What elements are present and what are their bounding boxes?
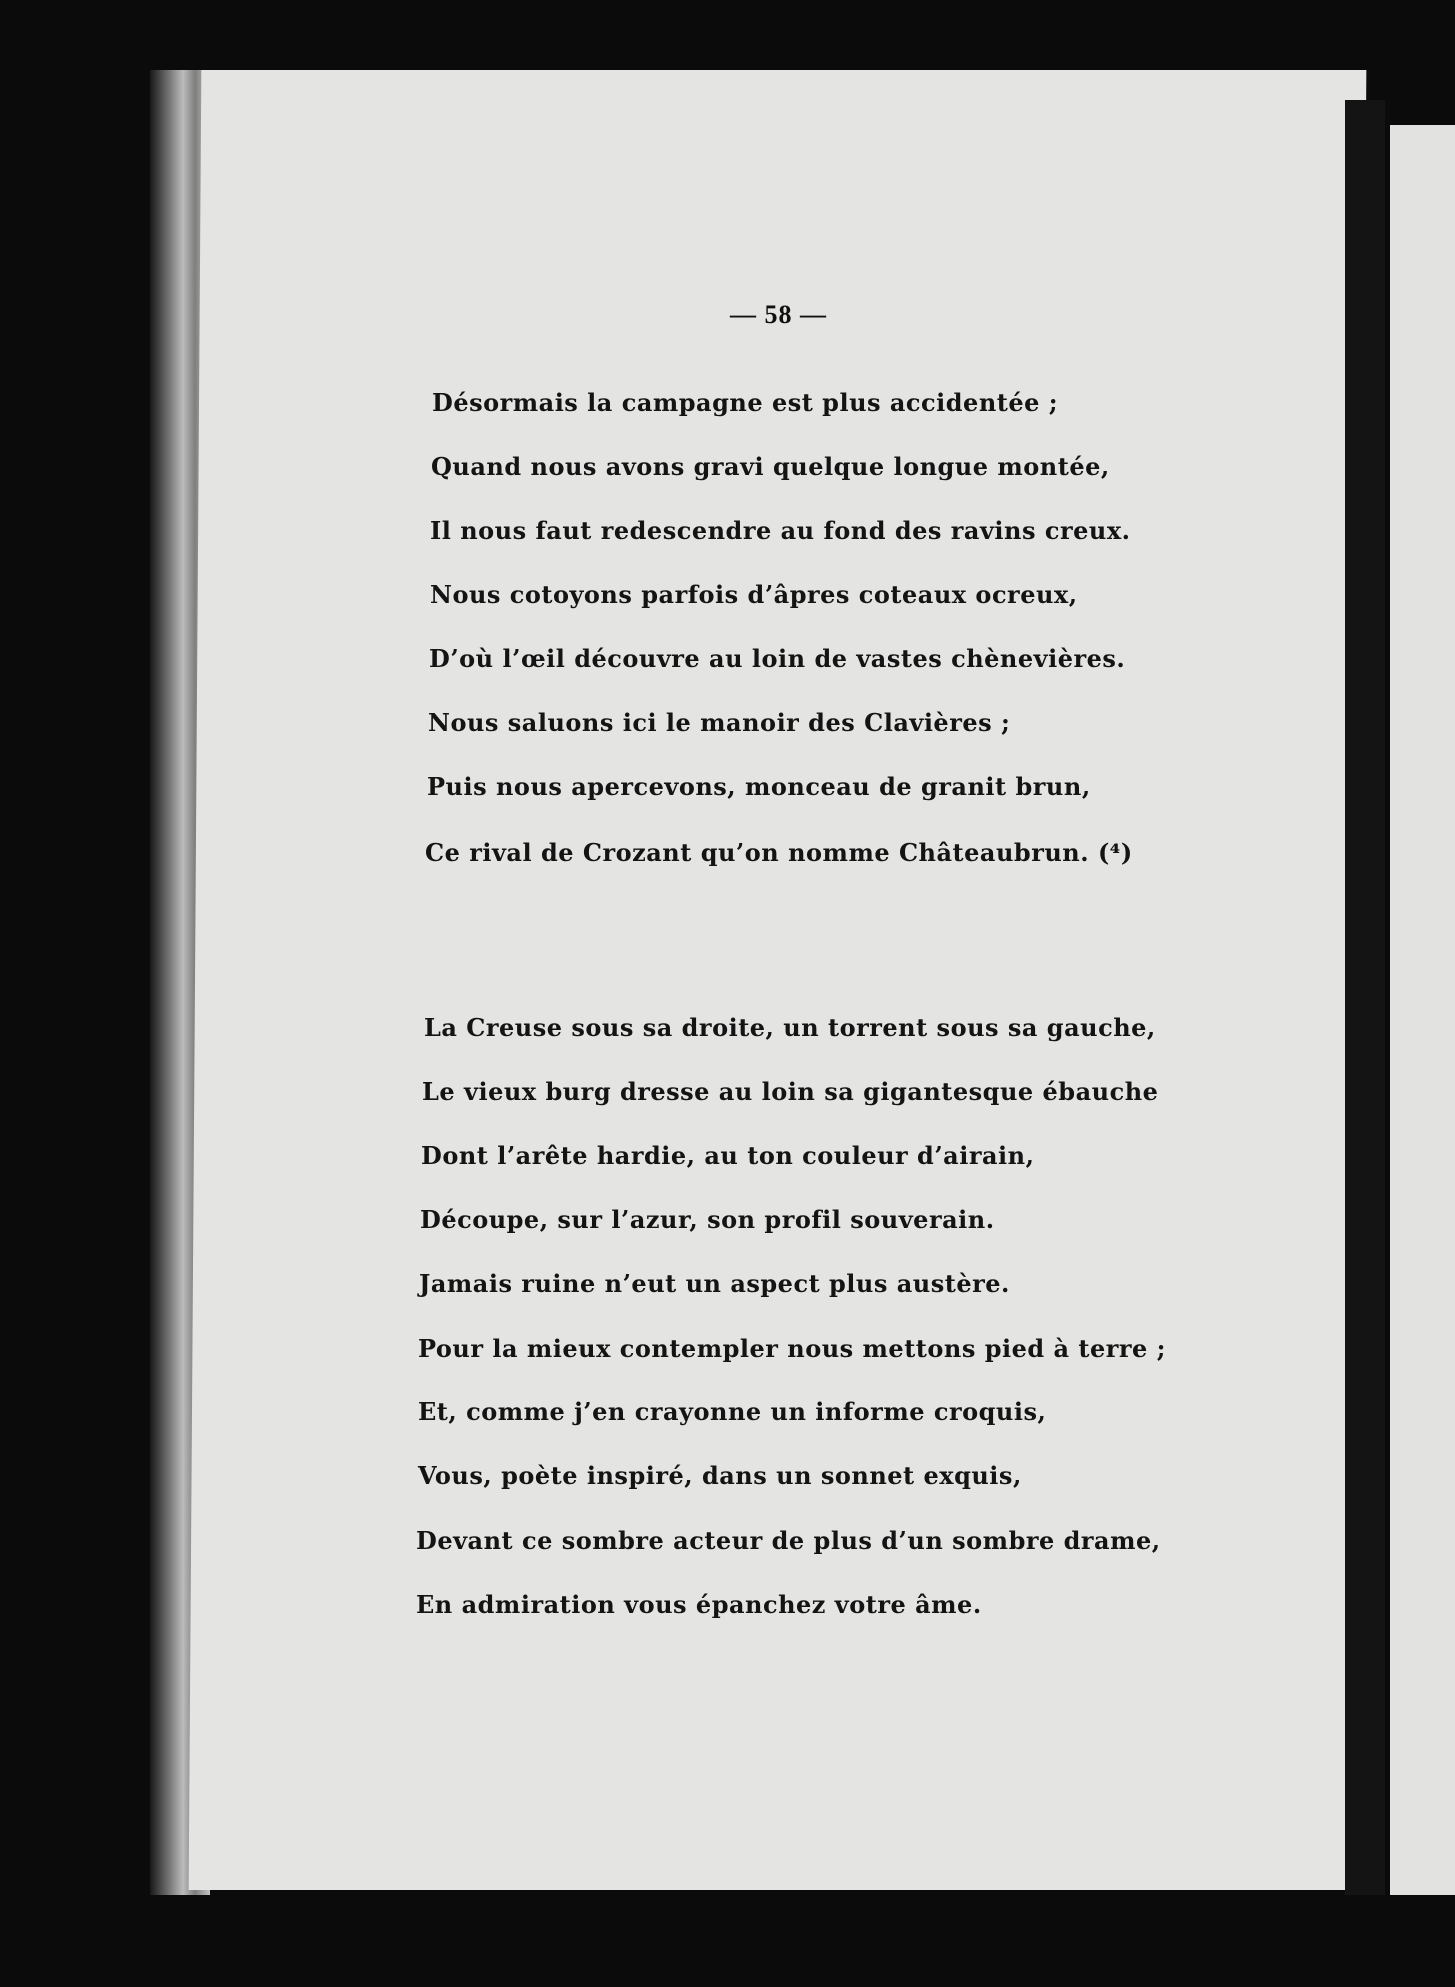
verse-line: Et, comme j’en crayonne un informe croquis, [418,1397,1047,1426]
verse-line: Désormais la campagne est plus accidentée ; [432,388,1059,417]
verse-line: Il nous faut redescendre au fond des ravins creux. [430,516,1131,545]
verse-line: La Creuse sous sa droite, un torrent sous sa gauche, [424,1013,1156,1042]
verse-line: Pour la mieux contempler nous mettons pied à terre ; [418,1334,1167,1363]
verse-line: Le vieux burg dresse au loin sa gigantesque ébauche [422,1077,1159,1106]
page-gutter-shadow [1345,100,1385,1910]
verse-line: D’où l’œil découvre au loin de vastes chènevières. [429,644,1126,673]
verse-line: Nous saluons ici le manoir des Clavières ; [428,708,1011,737]
verse-line: Jamais ruine n’eut un aspect plus austère. [419,1269,1010,1298]
bottom-shadow [150,1895,1455,1987]
verse-line: Quand nous avons gravi quelque longue montée, [431,452,1110,481]
verse-line: Puis nous apercevons, monceau de granit brun, [427,772,1091,801]
verse-line: Dont l’arête hardie, au ton couleur d’airain, [421,1141,1035,1170]
verse-line: Ce rival de Crozant qu’on nomme Châteaubrun. (⁴) [425,838,1133,867]
verse-line: Nous cotoyons parfois d’âpres coteaux ocreux, [430,580,1078,609]
verse-line: Devant ce sombre acteur de plus d’un sombre drame, [416,1526,1161,1555]
verse-line: En admiration vous épanchez votre âme. [416,1590,982,1619]
verse-line: Vous, poète inspiré, dans un sonnet exquis, [418,1461,1022,1490]
page-number: — 58 — [730,300,827,329]
adjacent-page-edge [1390,125,1455,1935]
verse-line: Découpe, sur l’azur, son profil souverain. [420,1205,995,1234]
